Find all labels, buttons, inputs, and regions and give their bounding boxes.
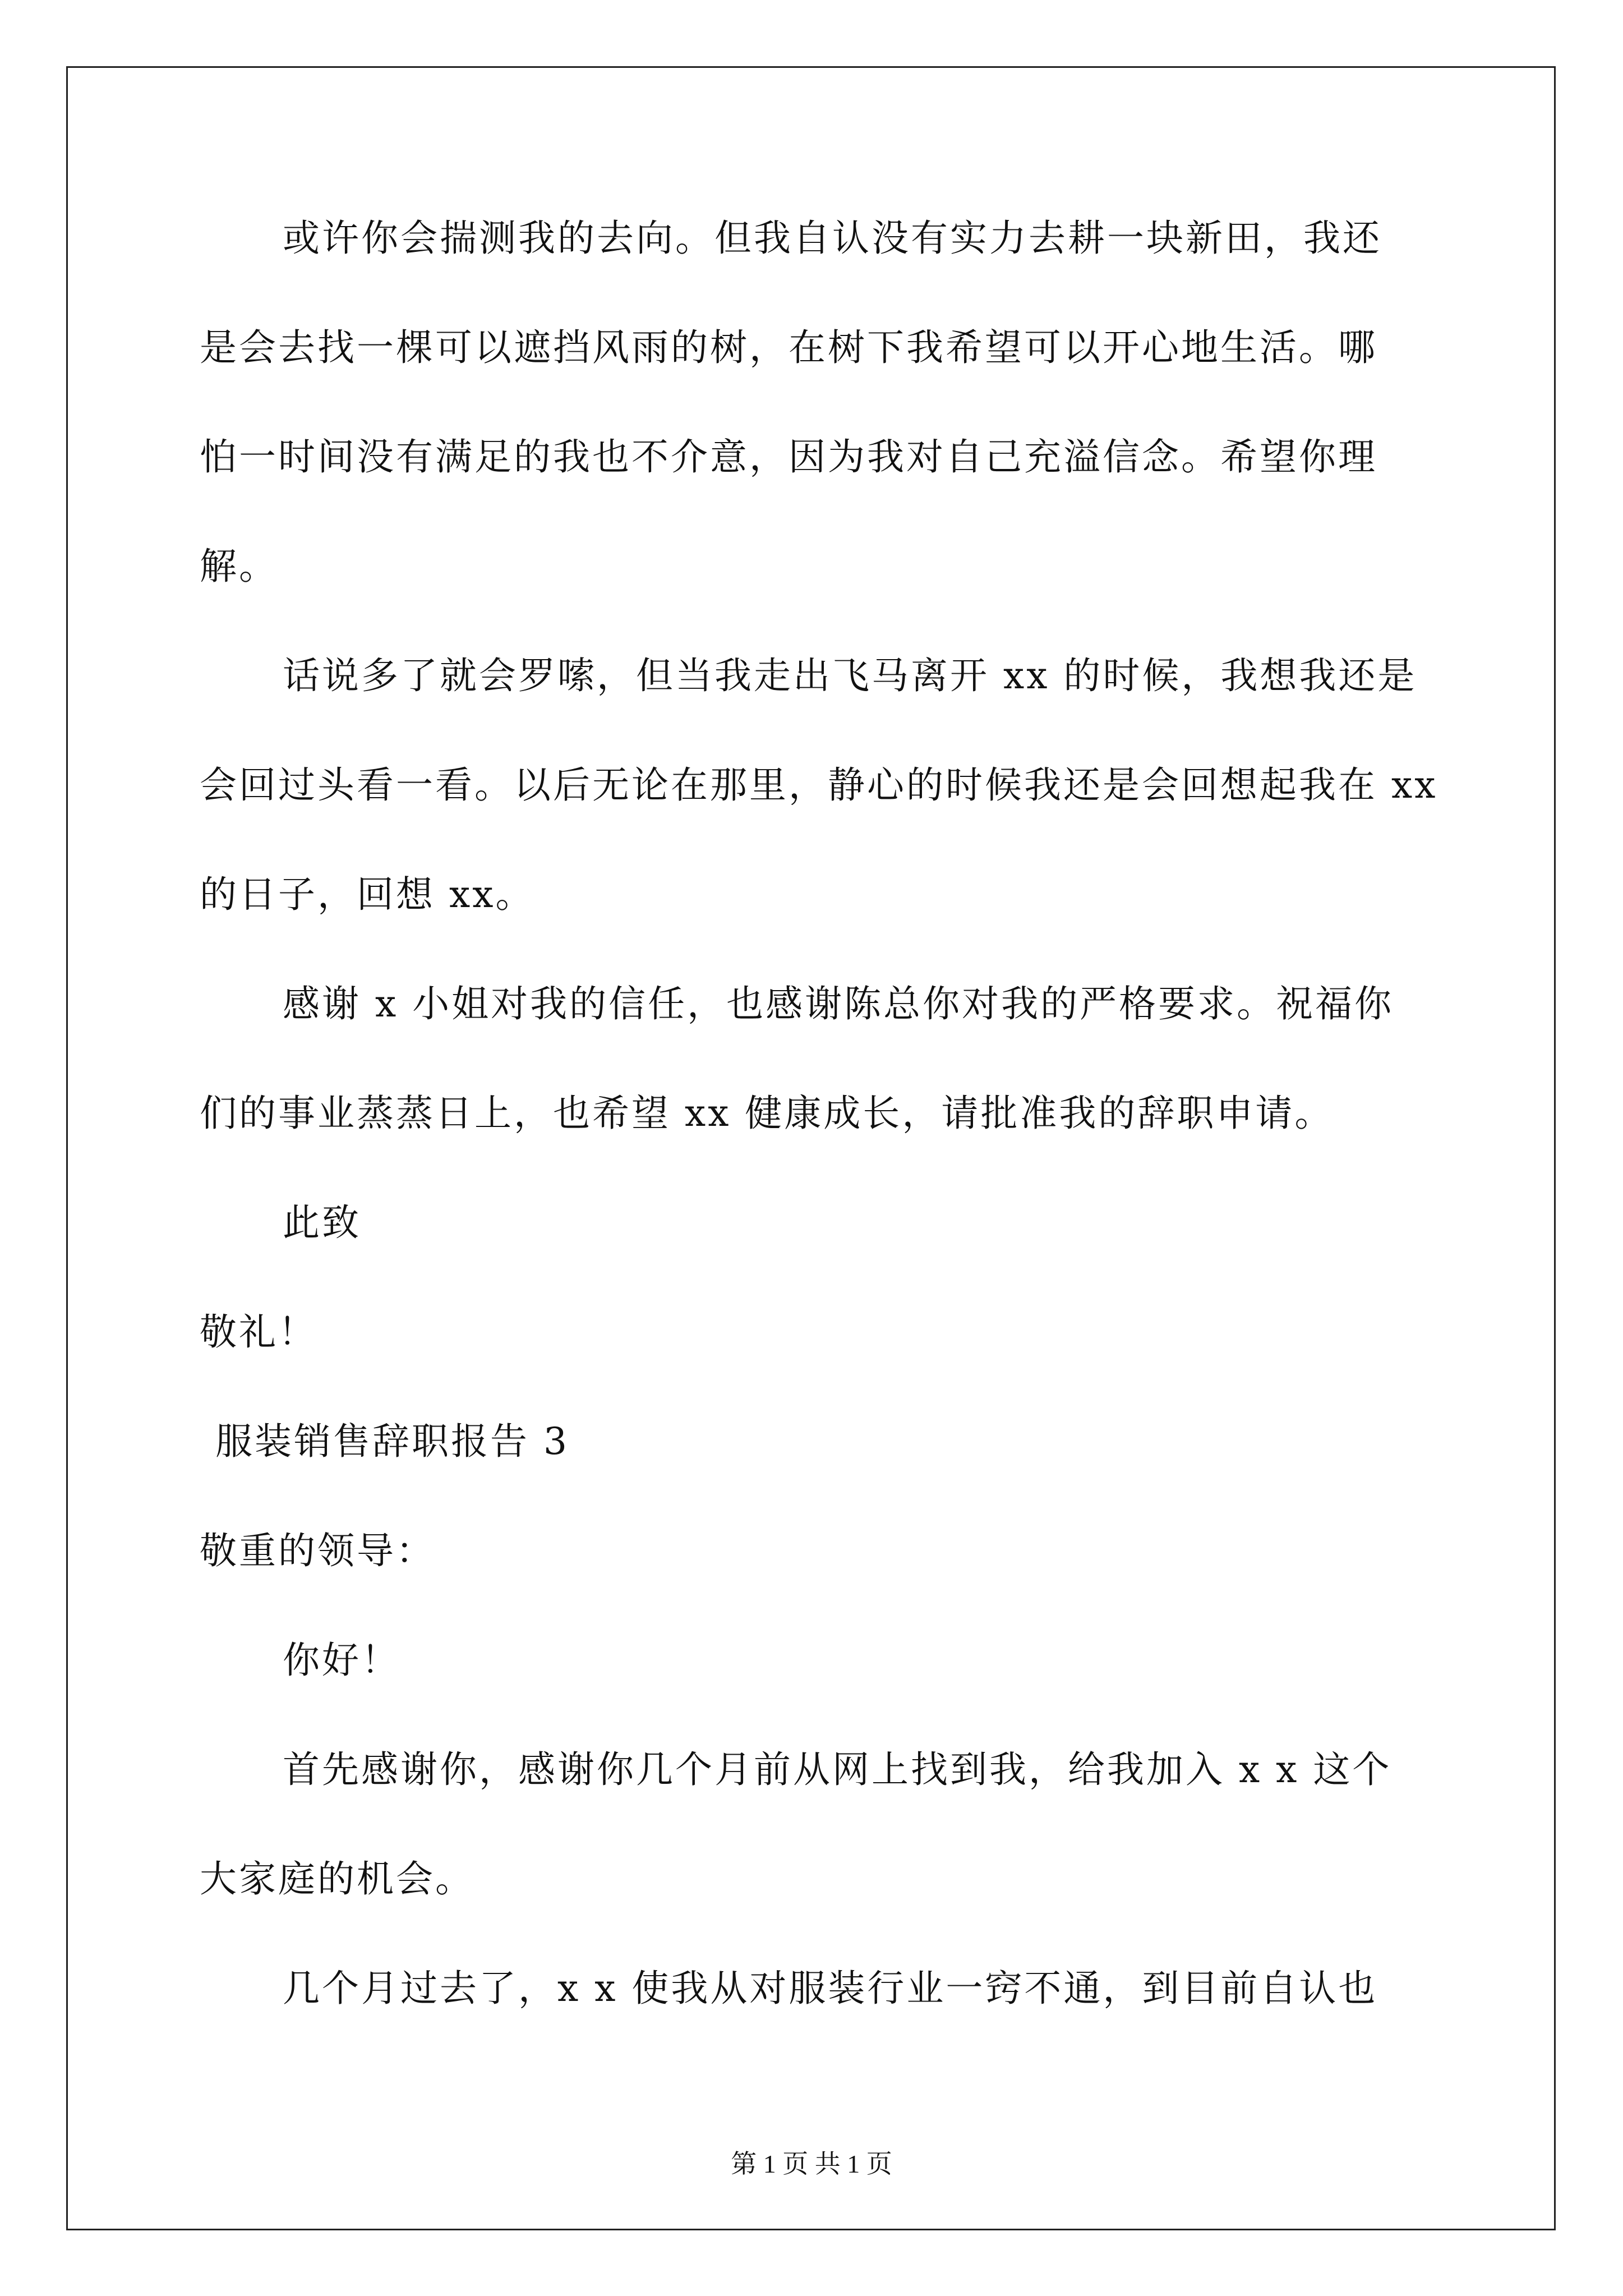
paragraph-line: 们的事业蒸蒸日上，也希望 xx 健康成长，请批准我的辞职申请。 bbox=[200, 1092, 1334, 1135]
paragraph-line: 感谢 x 小姐对我的信任，也感谢陈总你对我的严格要求。祝福你 bbox=[283, 982, 1394, 1025]
salutation: 敬重的领导： bbox=[200, 1529, 435, 1572]
paragraph-line: 的日子，回想 xx。 bbox=[200, 873, 535, 916]
paragraph-line: 怕一时间没有满足的我也不介意，因为我对自己充溢信念。希望你理 bbox=[200, 435, 1377, 478]
paragraph-line: 几个月过去了，x x 使我从对服装行业一窍不通，到目前自认也 bbox=[283, 1967, 1378, 2010]
section-heading: 服装销售辞职报告 3 bbox=[215, 1420, 569, 1463]
paragraph-line: 解。 bbox=[200, 545, 278, 588]
page-border bbox=[66, 66, 1556, 2230]
paragraph-line: 大家庭的机会。 bbox=[200, 1857, 474, 1901]
page-footer: 第 1 页 共 1 页 bbox=[731, 2150, 892, 2178]
closing-salute: 敬礼！ bbox=[200, 1310, 317, 1354]
closing-line: 此致 bbox=[283, 1201, 361, 1244]
paragraph-line: 会回过头看一看。以后无论在那里，静心的时候我还是会回想起我在 xx bbox=[200, 763, 1438, 807]
paragraph-line: 或许你会揣测我的去向。但我自认没有实力去耕一块新田，我还 bbox=[283, 217, 1382, 260]
paragraph-line: 话说多了就会罗嗦，但当我走出飞马离开 xx 的时候，我想我还是 bbox=[283, 654, 1417, 697]
paragraph-line: 是会去找一棵可以遮挡风雨的树，在树下我希望可以开心地生活。哪 bbox=[200, 326, 1377, 369]
greeting: 你好！ bbox=[283, 1639, 400, 1682]
paragraph-line: 首先感谢你，感谢你几个月前从网上找到我，给我加入 x x 这个 bbox=[283, 1748, 1392, 1791]
